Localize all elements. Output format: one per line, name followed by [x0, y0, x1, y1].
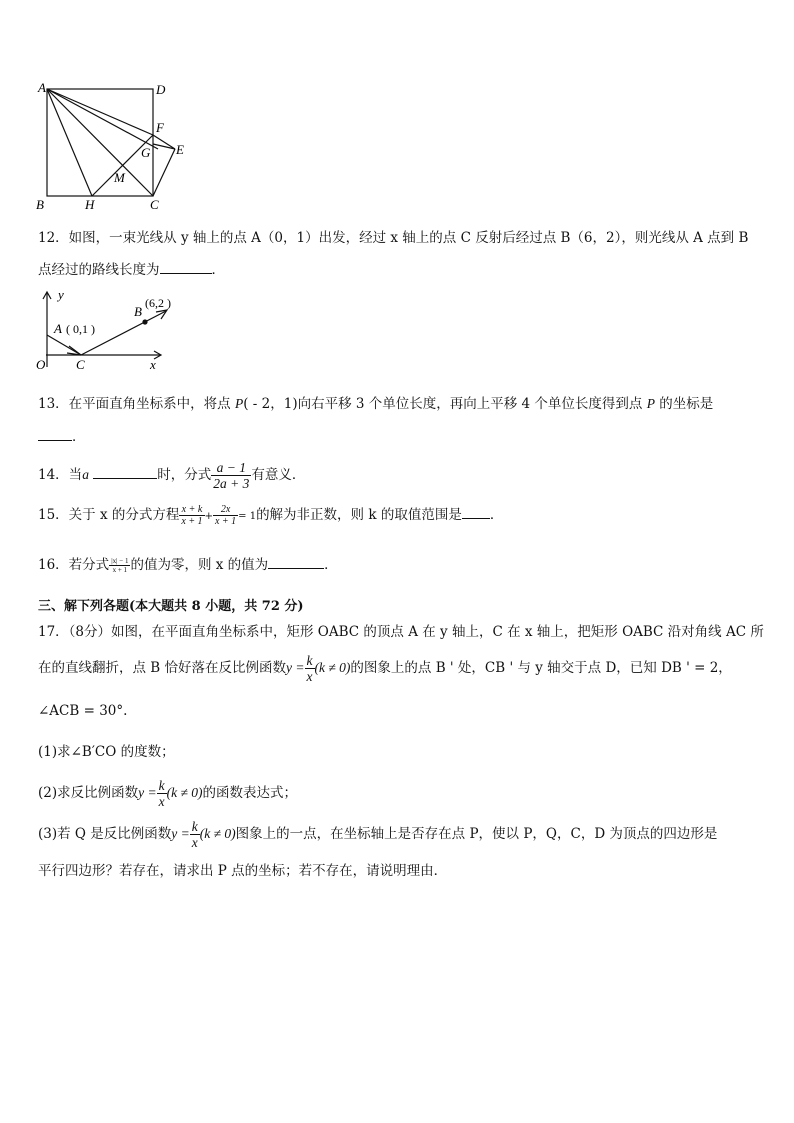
point-A-coord: ( 0,1 ): [66, 322, 95, 336]
q15-fraction-1: $\frac{x + k}{x + 1}$: [181, 504, 203, 527]
point-B-coord: (6,2 ): [145, 296, 171, 310]
q17-part1: (1)求∠B′CO 的度数；: [38, 744, 175, 760]
square-geometry-figure: [30, 78, 200, 218]
reflection-coordinate-figure: [30, 285, 180, 375]
label-F: F: [156, 120, 164, 135]
label-G: G: [141, 145, 151, 160]
q17-line1: 17．（8分）如图，在平面直角坐标系中，矩形 OABC 的顶点 A 在 y 轴上，C 在 x 轴上，把矩形 OABC 沿对角线 AC 所: [38, 624, 764, 640]
q12-line2-end: ．: [211, 262, 225, 278]
q17-part3-line2: 平行四边形？若存在，请求出 P 点的坐标；若不存在，请说明理由．: [38, 863, 448, 879]
label-H: H: [85, 197, 95, 212]
answer-blank: [38, 426, 72, 441]
label-A: A: [38, 80, 46, 95]
q12-line1: 12．如图，一束光线从 y 轴上的点 A（0，1）出发，经过 x 轴上的点 C 反射后经过点 B（6，2），则光线从 A 点到 B: [38, 230, 749, 246]
answer-blank: [462, 504, 490, 519]
q17-line2: 在的直线翻折，点 B 恰好落在反比例函数y = $\frac{k}{x}$ (k ≠ 0)的图象上的点 B ' 处，CB ' 与 y 轴交于点 D，已知 DB ' = 2，: [38, 653, 732, 684]
q17-part2: (2)求反比例函数y = $\frac{k}{x}$ (k ≠ 0)的函数表达式；: [38, 778, 298, 809]
label-D: D: [156, 82, 166, 97]
q17-func-fraction: $\frac{k}{x}$: [306, 653, 313, 684]
label-M: M: [114, 170, 125, 185]
section-heading: 三、解下列各题(本大题共 8 小题，共 72 分): [38, 599, 304, 614]
q16-line: 16．若分式 $\frac{|x| - 1}{x + 1}$ 的值为零，则 x 的值为 ．: [38, 552, 338, 578]
q14-fraction: $\frac{a - 1}{2a + 3}$: [213, 460, 250, 491]
label-C: C: [150, 197, 159, 212]
point-C-label: C: [76, 357, 85, 372]
q17-part2-fraction: $\frac{k}{x}$: [158, 778, 165, 809]
q17-line3: ∠ACB = 30°.: [38, 703, 128, 719]
axis-label-x: x: [150, 357, 156, 372]
q12-line2-text: 点经过的路线长度为: [38, 262, 160, 278]
label-E: E: [176, 142, 184, 157]
q17-part3-fraction: $\frac{k}{x}$: [191, 819, 198, 850]
q13-line2: ．: [38, 426, 86, 446]
answer-blank: [268, 554, 324, 569]
q13-line1: 13．在平面直角坐标系中，将点 P( - 2，1)向右平移 3 个单位长度，再向上平移 4 个单位长度得到点 P 的坐标是: [38, 396, 714, 412]
answer-blank: [93, 464, 157, 479]
q16-fraction: $\frac{|x| - 1}{x + 1}$: [111, 557, 129, 574]
origin-label: O: [36, 357, 46, 372]
q17-part3: (3)若 Q 是反比例函数y = $\frac{k}{x}$ (k ≠ 0)图象上的一点，在坐标轴上是否存在点 P，使以 P，Q，C，D 为顶点的四边形是: [38, 819, 718, 850]
q15-line: 15．关于 x 的分式方程 $\frac{x + k}{x + 1}$ + $\frac{2x}{x + 1}$ = 1的解为非正数，则 k 的取值范围是 ．: [38, 504, 504, 527]
q15-fraction-2: $\frac{2x}{x + 1}$: [214, 504, 237, 527]
q12-line2: [38, 259, 225, 279]
label-B: B: [36, 197, 44, 212]
axis-label-y: y: [58, 287, 64, 302]
answer-blank: [160, 259, 212, 274]
point-A-label: A: [54, 321, 62, 336]
q14-line: 14．当a 时，分式 $\frac{a - 1}{2a + 3}$ 有意义．: [38, 460, 306, 491]
point-B-label: B: [134, 304, 142, 319]
